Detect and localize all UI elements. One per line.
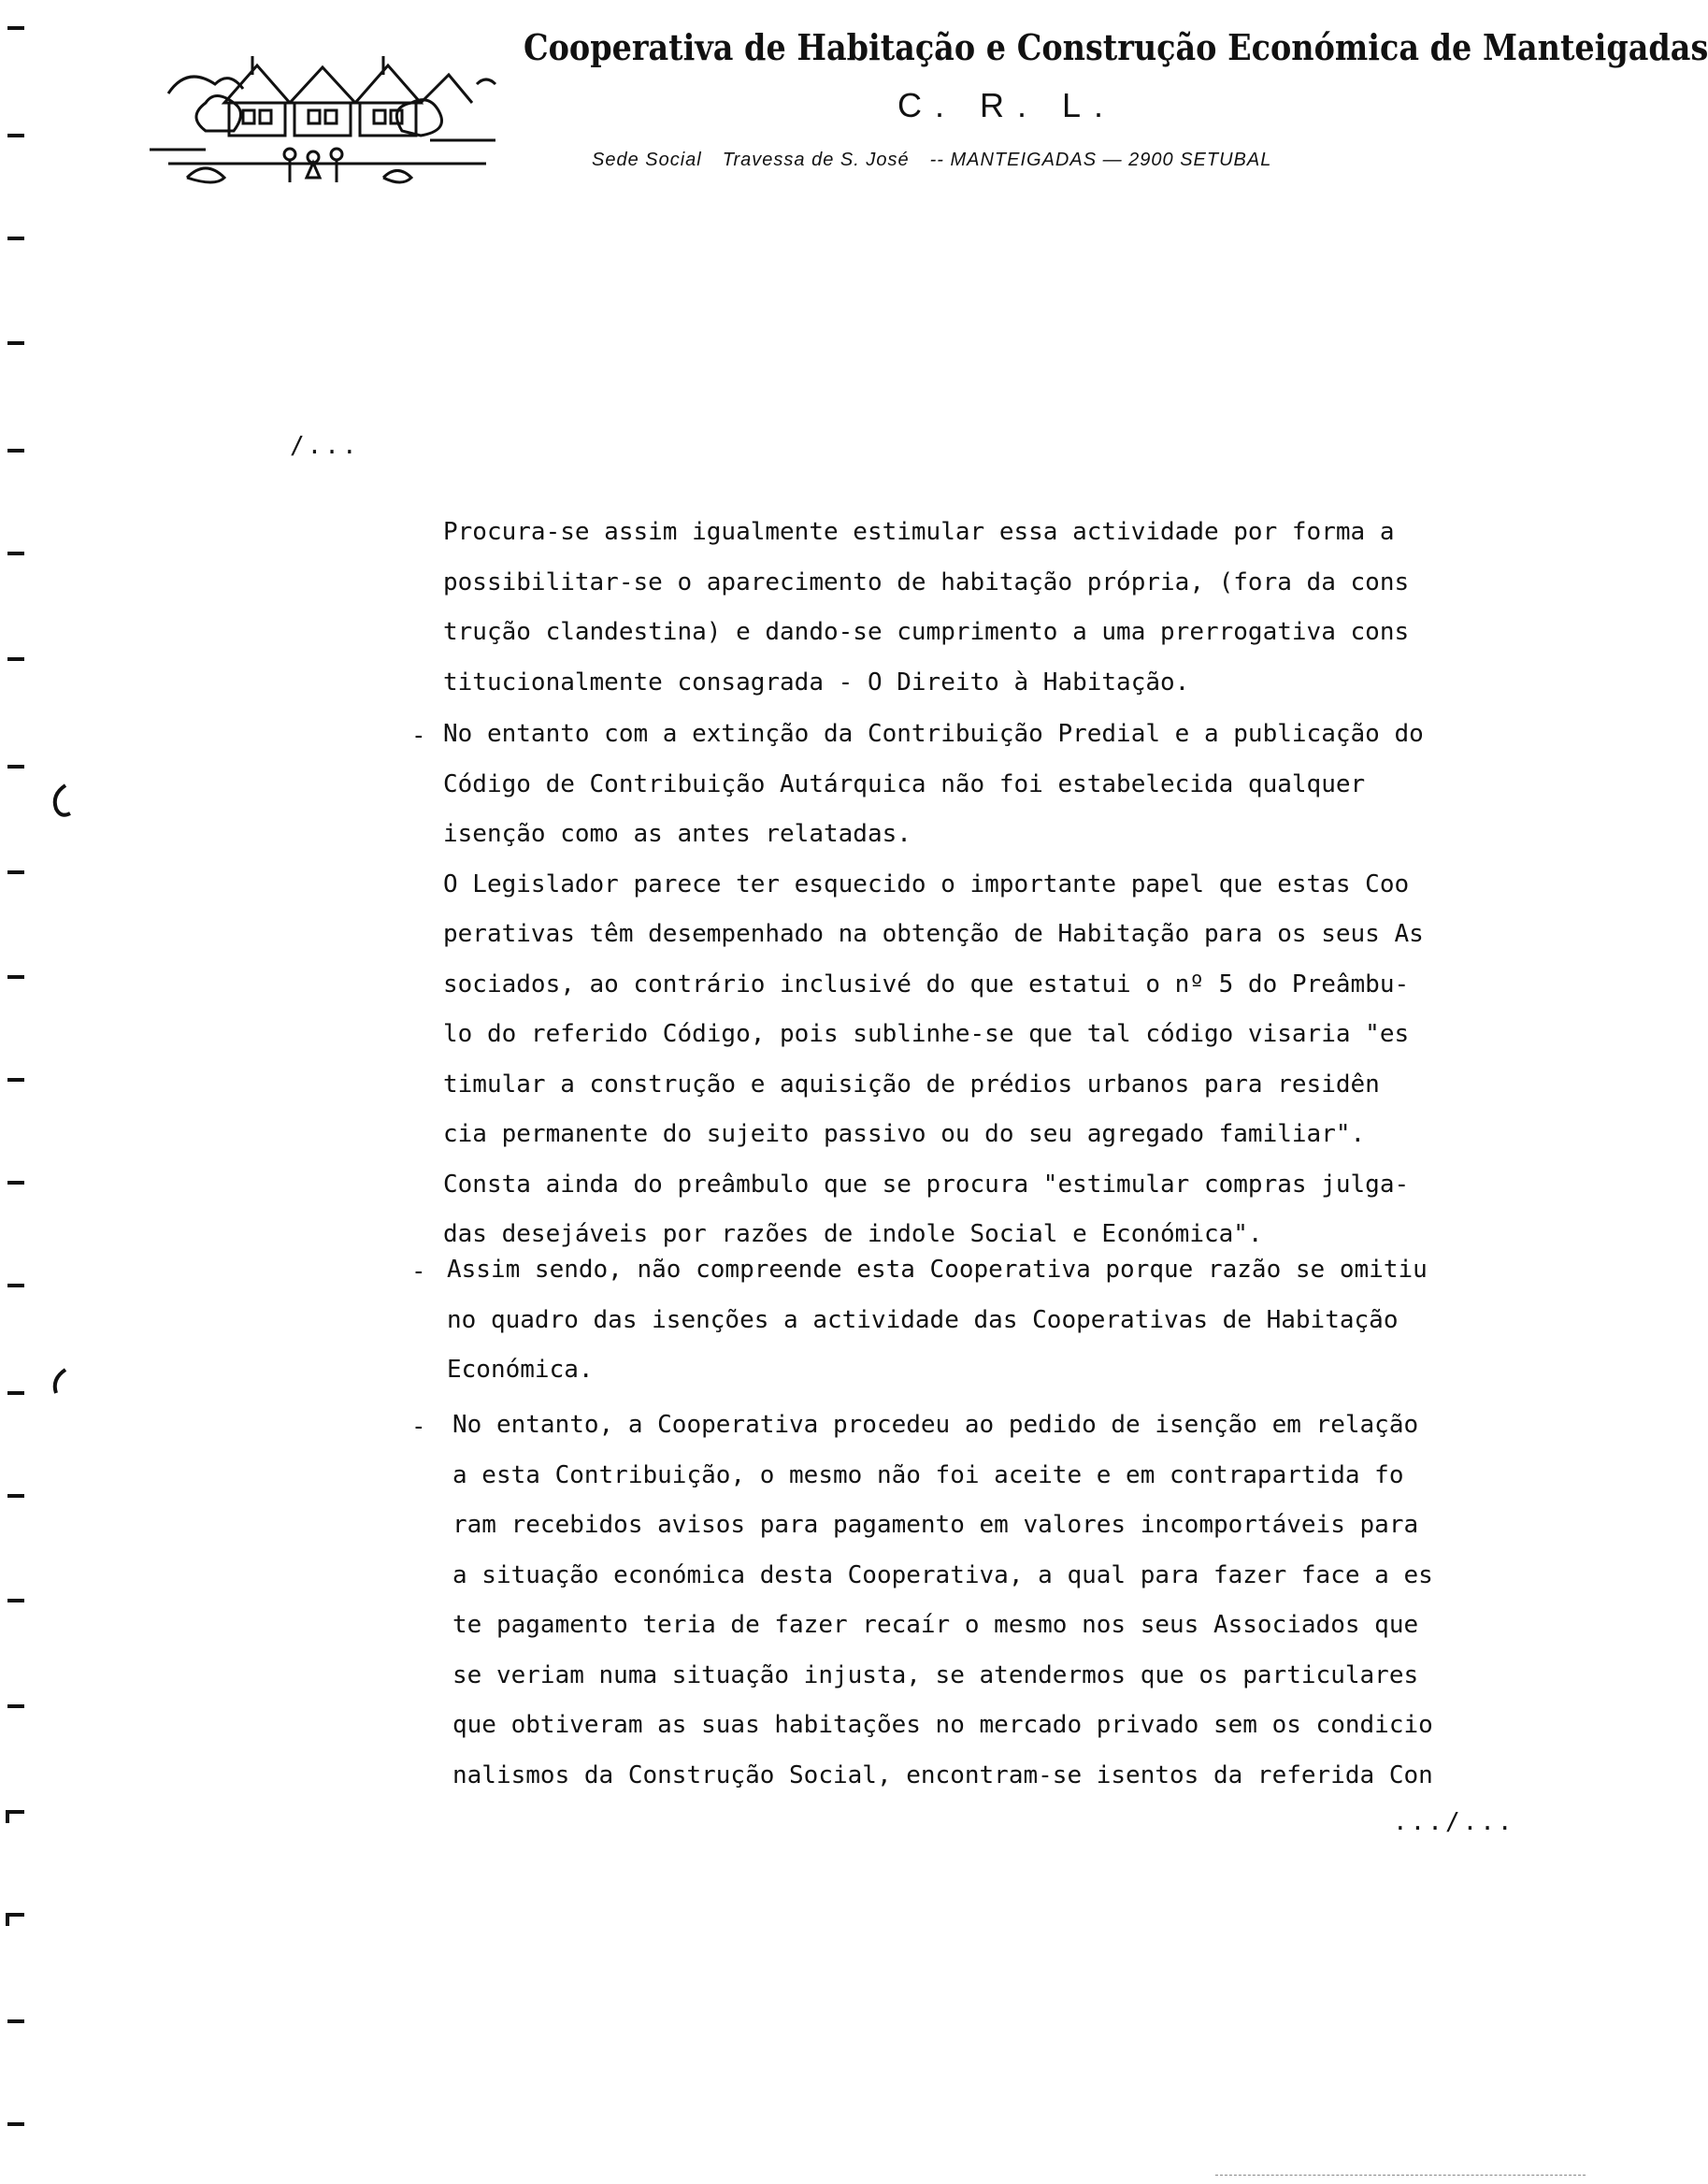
paragraph-dash: - bbox=[411, 1257, 426, 1286]
organization-legal-form: C. R. L. bbox=[897, 86, 1117, 124]
scan-edge bbox=[1215, 2175, 1586, 2179]
paragraph-dash: - bbox=[411, 1413, 426, 1441]
address-label: Sede Social bbox=[592, 150, 702, 170]
text-line: Económica. bbox=[447, 1356, 594, 1384]
binding-marks bbox=[0, 0, 75, 2184]
text-line: possibilitar-se o aparecimento de habitação própria, (fora da cons bbox=[443, 568, 1410, 596]
text-line: das desejáveis por razões de indole Social e Económica". bbox=[443, 1220, 1263, 1248]
text-line: cia permanente do sujeito passivo ou do seu agregado familiar". bbox=[443, 1120, 1366, 1148]
address-street: Travessa de S. José bbox=[722, 150, 910, 170]
text-line: No entanto, a Cooperativa procedeu ao pedido de isenção em relação bbox=[452, 1411, 1419, 1439]
text-line: Assim sendo, não compreende esta Cooperativa porque razão se omitiu bbox=[447, 1256, 1428, 1284]
text-line: sociados, ao contrário inclusivé do que estatui o nº 5 do Preâmbu- bbox=[443, 970, 1410, 999]
text-line: lo do referido Código, pois sublinhe-se que tal código visaria "es bbox=[443, 1020, 1410, 1048]
text-line: a esta Contribuição, o mesmo não foi aceite e em contrapartida fo bbox=[452, 1460, 1404, 1489]
organization-address bbox=[592, 150, 1271, 171]
text-line: ram recebidos avisos para pagamento em valores incomportáveis para bbox=[452, 1511, 1419, 1539]
text-line: No entanto com a extinção da Contribuição Predial e a publicação do bbox=[443, 720, 1424, 748]
text-line: Procura-se assim igualmente estimular essa actividade por forma a bbox=[443, 518, 1395, 546]
text-line: timular a construção e aquisição de prédios urbanos para residên bbox=[443, 1070, 1380, 1099]
text-line: Consta ainda do preâmbulo que se procura "estimular compras julga- bbox=[443, 1170, 1410, 1199]
text-line: Código de Contribuição Autárquica não foi estabelecida qualquer bbox=[443, 769, 1366, 798]
text-line: O Legislador parece ter esquecido o importante papel que estas Coo bbox=[443, 869, 1410, 898]
text-line: no quadro das isenções a actividade das Cooperativas de Habitação bbox=[447, 1305, 1399, 1334]
continuation-marker: /... bbox=[290, 432, 360, 460]
text-line: te pagamento teria de fazer recaír o mesmo nos seus Associados que bbox=[452, 1611, 1419, 1639]
organization-name: Cooperativa de Habitação e Construção Económica de Manteigadas bbox=[524, 26, 1708, 68]
text-line: se veriam numa situação injusta, se atendermos que os particulares bbox=[452, 1660, 1419, 1689]
text-line: trução clandestina) e dando-se cumprimento a uma prerrogativa cons bbox=[443, 618, 1410, 646]
address-city: -- MANTEIGADAS — 2900 SETUBAL bbox=[929, 150, 1272, 170]
paragraph-dash: - bbox=[411, 722, 426, 750]
text-line: que obtiveram as suas habitações no mercado privado sem os condicio bbox=[452, 1711, 1433, 1739]
text-line: isenção como as antes relatadas. bbox=[443, 820, 911, 848]
page-continues-marker: .../... bbox=[1393, 1808, 1515, 1836]
cooperative-logo bbox=[150, 37, 514, 196]
text-line: perativas têm desempenhado na obtenção de Habitação para os seus As bbox=[443, 920, 1424, 948]
text-line: titucionalmente consagrada - O Direito à Habitação. bbox=[443, 668, 1190, 697]
text-line: nalismos da Construção Social, encontram-se isentos da referida Con bbox=[452, 1760, 1433, 1789]
text-line: a situação económica desta Cooperativa, a qual para fazer face a es bbox=[452, 1560, 1433, 1589]
